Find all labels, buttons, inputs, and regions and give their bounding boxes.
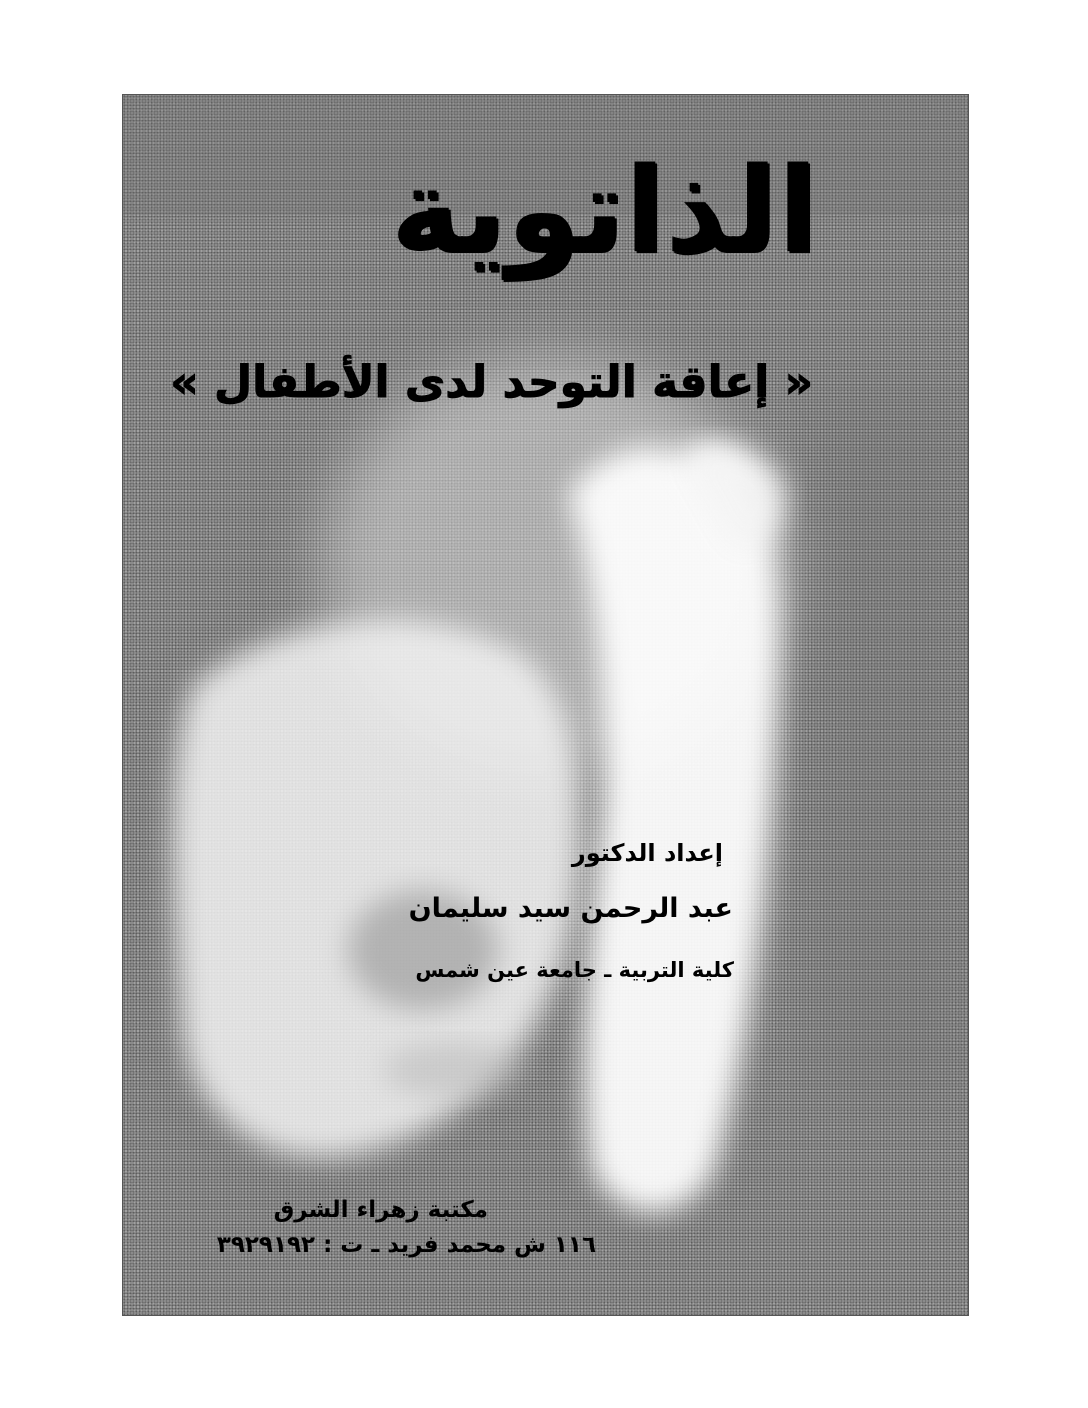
- publisher-name: مكتبة زهراء الشرق: [273, 1197, 488, 1223]
- prepared-by-label: إعداد الدكتور: [571, 839, 723, 867]
- publisher-address: ١١٦ ش محمد فريد ـ ت : ٣٩٢٩١٩٢: [216, 1232, 596, 1258]
- book-subtitle: « إعاقة التوحد لدى الأطفال »: [170, 357, 813, 408]
- book-title: الذاتوية: [390, 141, 818, 279]
- author-affiliation: كلية التربية ـ جامعة عين شمس: [415, 958, 734, 982]
- book-cover: [122, 94, 969, 1316]
- author-name: عبد الرحمن سيد سليمان: [408, 893, 733, 924]
